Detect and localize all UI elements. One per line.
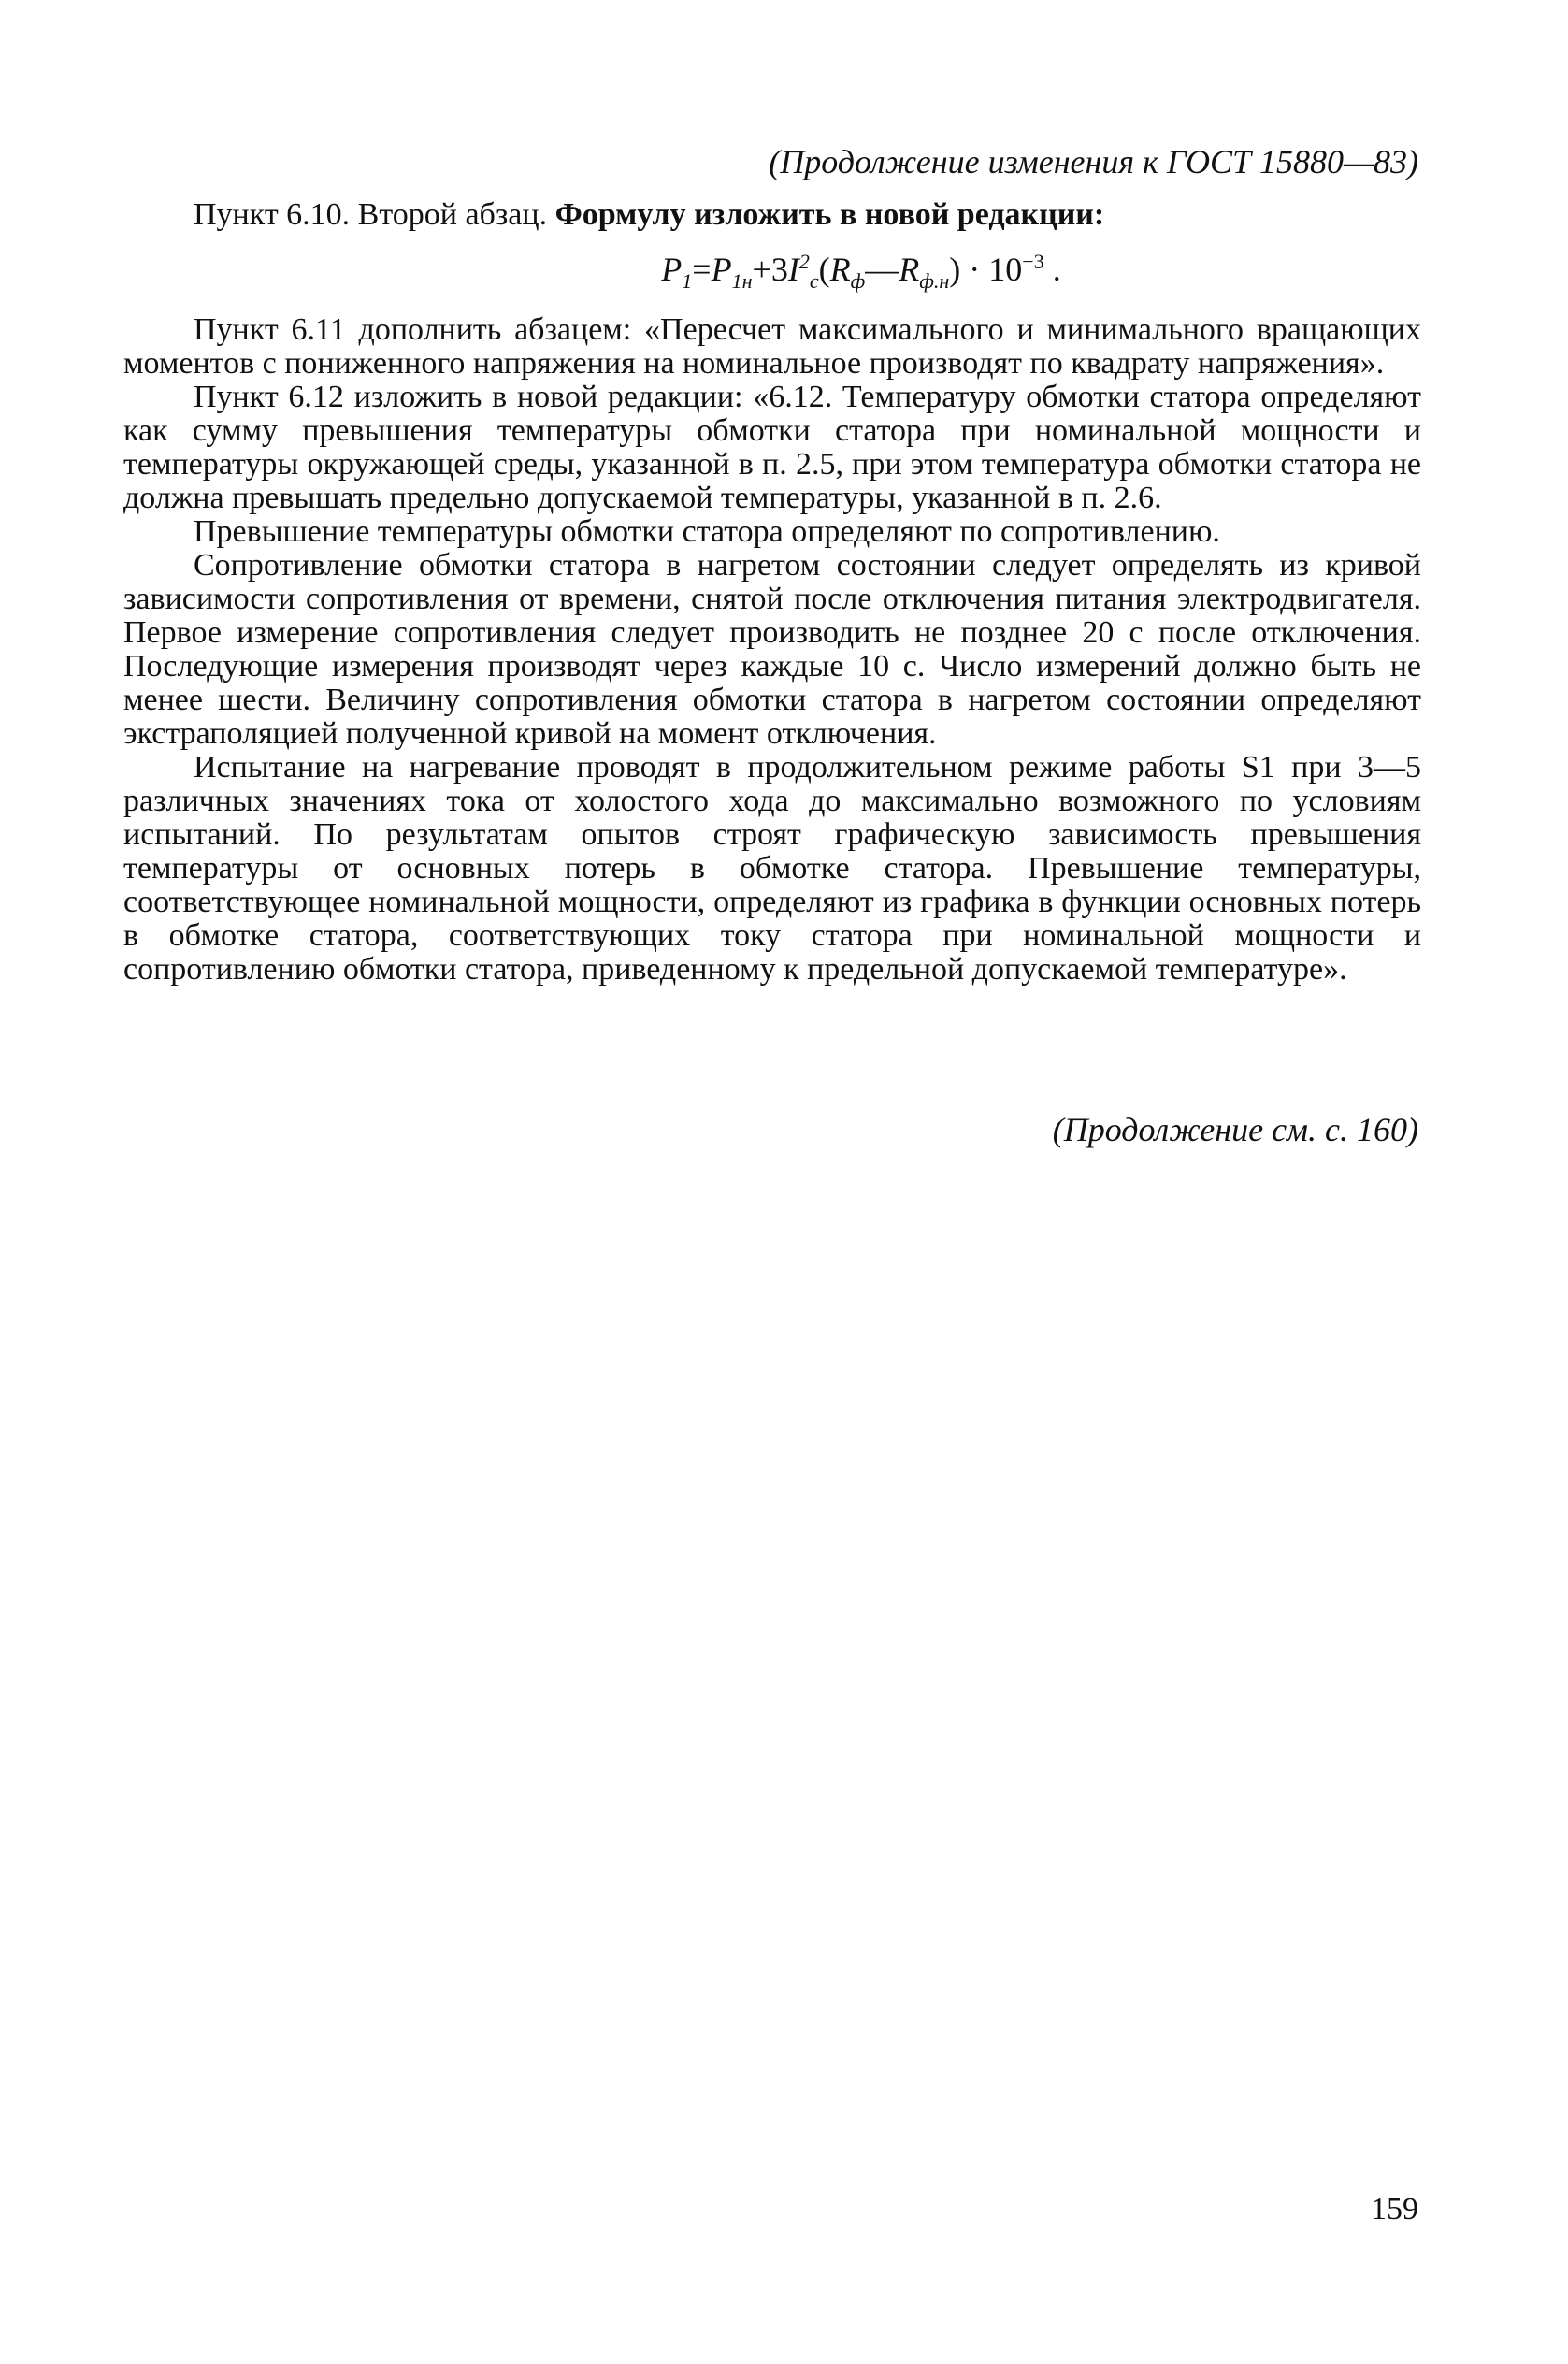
paragraph-6-10 [123,198,1421,232]
formula-subscript: с [809,269,819,294]
formula-symbol: I [787,251,799,288]
formula-operator: +3 [752,251,788,288]
formula-operator: · [960,251,989,288]
formula-symbol: R [829,251,851,288]
paragraph-6-11: Пункт 6.11 дополнить абзацем: «Пересчет максимального и минимального вращающих моментов с пониженного напряжения на номинальное производят по квадрату напряжения». [123,312,1421,382]
continuation-note: (Продолжение см. с. 160) [1052,1111,1418,1148]
formula-symbol: P [711,251,732,288]
formula-symbol: R [899,251,920,288]
formula-end: . [1043,251,1061,288]
formula-symbol: P [661,251,683,288]
paragraph-temperature-rise: Превышение температуры обмотки статора определяют по сопротивлению. [194,514,1220,550]
formula-exponent: −3 [1022,250,1044,273]
formula-subscript: ф [850,269,866,294]
page-number: 159 [1371,2192,1418,2227]
paragraph-bold: Формулу изложить в новой редакции: [554,197,1105,232]
formula-operator: = [692,251,712,288]
formula-subscript: 1н [731,269,753,294]
formula-operator: — [865,251,899,288]
formula-subscript: 1 [682,269,693,294]
formula-bracket: ( [818,251,830,288]
continuation-header: (Продолжение изменения к ГОСТ 15880—83) [769,143,1418,180]
formula-number: 10 [988,251,1023,288]
paragraph-lead: Пункт 6.10. Второй абзац. [194,197,555,232]
paragraph-heating-test: Испытание на нагревание проводят в продолжительном режиме работы S1 при 3—5 различных значениях тока от холостого хода до максимально возможного по условиям испытаний. По результатам опытов строят графическую зависимость превышения температуры от основных потерь в обмотке статора. Превышение температуры, соответствующее номинальной мощности, определяют из графика в функции основных потерь в обмотке статора, соответствующих току статора при номинальной мощности и сопротивлению обмотки статора, приведенному к предельной допускаемой температуре». [123,750,1421,987]
formula-bracket: ) [949,251,961,288]
paragraph-6-12: Пункт 6.12 изложить в новой редакции: «6.12. Температуру обмотки статора определяют как сумму превышения температуры обмотки статора при номинальной мощности и температуры окружающей среды, указанной в п. 2.5, при этом температура обмотки статора не должна превышать предельно допускаемой температуры, указанной в п. 2.6. [123,380,1421,516]
formula-superscript: 2 [798,250,810,273]
formula [301,243,1421,300]
paragraph-resistance: Сопротивление обмотки статора в нагретом состоянии следует определять из кривой зависимости сопротивления от времени, снятой после отключения питания электродвигателя. Первое измерение сопротивления следует производить не позднее 20 с после отключения. Последующие измерения производят через каждые 10 с. Число измерений должно быть не менее шести. Величину сопротивления обмотки статора в нагретом состоянии определяют экстраполяцией полученной кривой на момент отключения. [123,548,1421,752]
document-body [123,198,1421,987]
formula-subscript: ф.н [919,269,950,294]
